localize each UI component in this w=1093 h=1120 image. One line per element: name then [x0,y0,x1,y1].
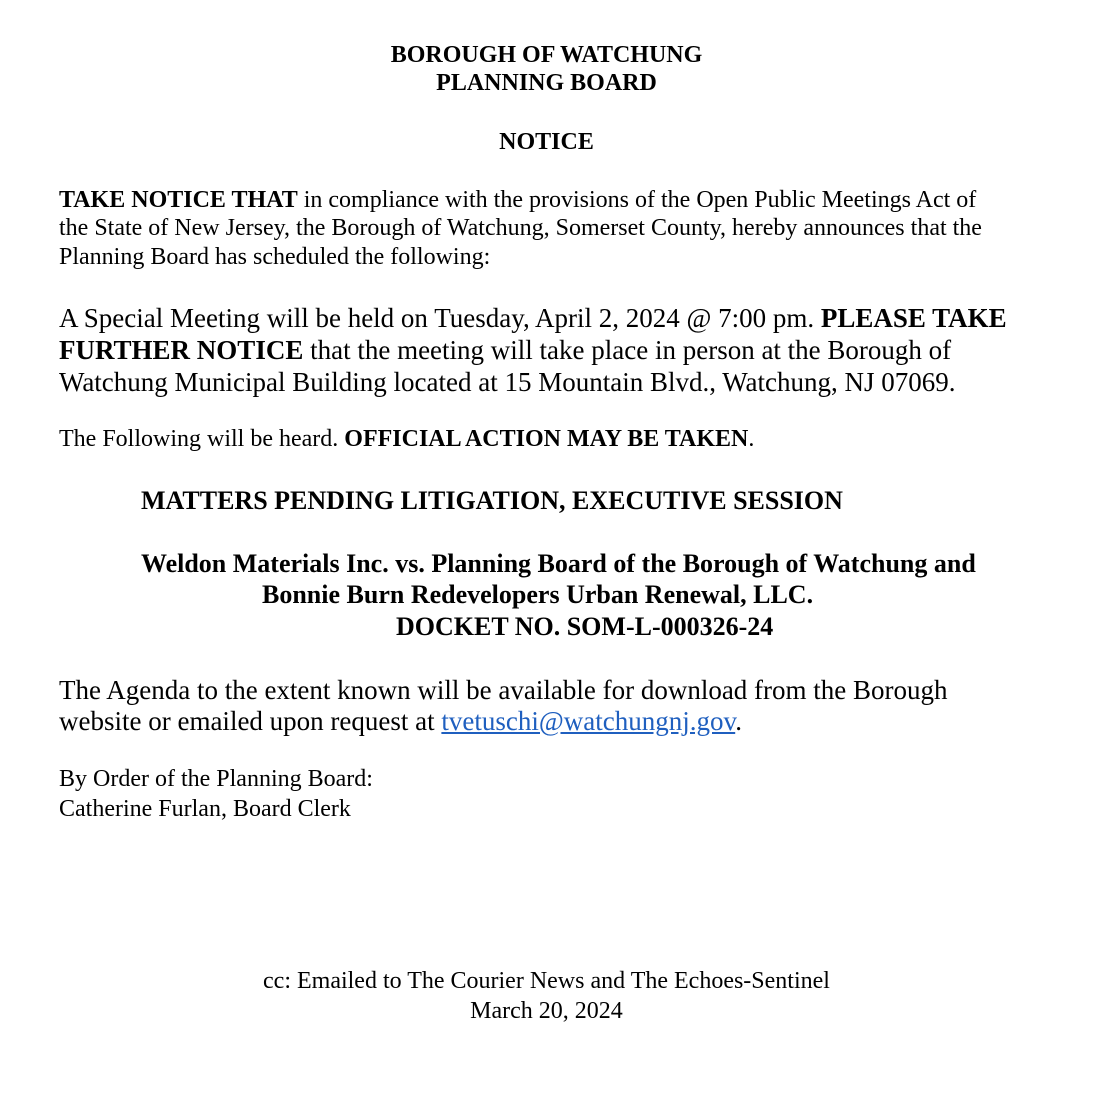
agenda-line-1: The Agenda to the extent known will be available for download from the Borough [59,675,948,705]
header-title: BOROUGH OF WATCHUNG [390,42,703,68]
take-notice-lead: TAKE NOTICE THAT [59,187,298,213]
cc-line: cc: Emailed to The Courier News and The Echoes-Sentinel [263,968,830,994]
matters-title: MATTERS PENDING LITIGATION, EXECUTIVE SESSION [141,486,843,515]
notice-date: March 20, 2024 [470,998,623,1024]
intro-line-3: Planning Board has scheduled the following: [59,244,491,270]
case-line-2: Bonnie Burn Redevelopers Urban Renewal, LLC. [262,580,814,609]
header-subtitle: PLANNING BOARD [436,70,657,96]
heard-line: The Following will be heard. OFFICIAL ACTION MAY BE TAKEN. [59,426,755,452]
signature-line-1: By Order of the Planning Board: [59,766,373,792]
intro-line-1: TAKE NOTICE THAT in compliance with the provisions of the Open Public Meetings Act of [59,187,977,213]
clerk-email-link[interactable]: tvetuschi@watchungnj.gov [441,706,736,736]
meeting-line-1: A Special Meeting will be held on Tuesday, April 2, 2024 @ 7:00 pm. PLEASE TAKE [59,303,1007,333]
case-line-1: Weldon Materials Inc. vs. Planning Board of the Borough of Watchung and [141,549,976,578]
meeting-line-3: Watchung Municipal Building located at 15 Mountain Blvd., Watchung, NJ 07069. [59,367,956,397]
notice-heading: NOTICE [499,129,594,155]
meeting-line-2: FURTHER NOTICE that the meeting will take place in person at the Borough of [59,335,952,365]
docket-number: DOCKET NO. SOM-L-000326-24 [396,612,774,641]
signature-line-2: Catherine Furlan, Board Clerk [59,796,351,822]
intro-line-2: the State of New Jersey, the Borough of Watchung, Somerset County, hereby announces that the [59,215,982,241]
agenda-line-2: website or emailed upon request at tvetuschi@watchungnj.gov. [59,706,742,736]
